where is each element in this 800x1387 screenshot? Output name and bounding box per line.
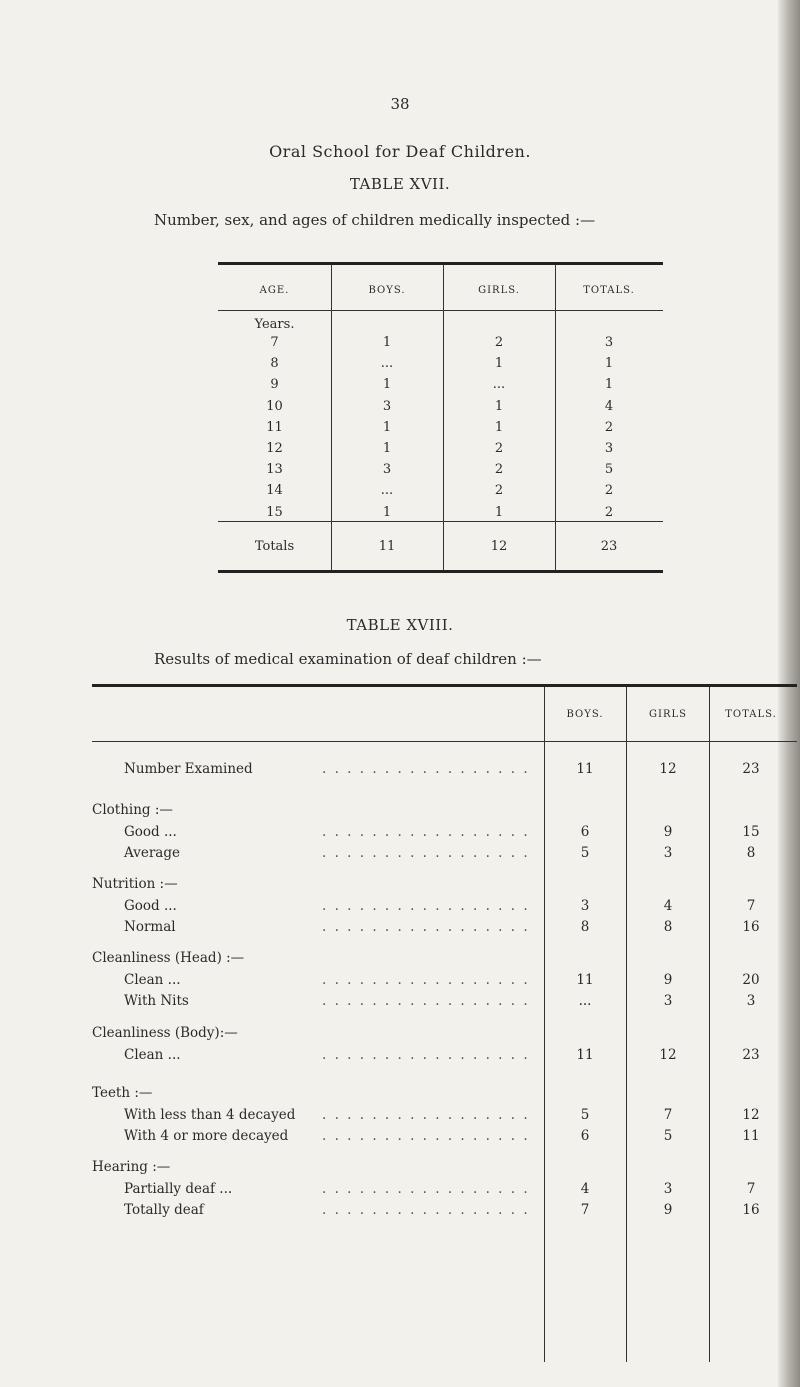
t18-number-examined-label: Number Examined [124, 761, 253, 777]
leader-dots: . . . . . . . . . . . . . . . . . [322, 972, 530, 988]
t18-row-label: Totally deaf [124, 1202, 204, 1218]
t17-cell: 1 [382, 504, 392, 520]
t17-cell: 12 [266, 441, 283, 456]
t18-row-label: Good ... [124, 824, 177, 840]
table18-caption: Results of medical examination of deaf children :— [154, 650, 542, 668]
t18-header-boys: BOYS. [566, 709, 604, 720]
t18-value: 3 [663, 993, 673, 1009]
t17-totals-girls: 12 [490, 539, 508, 554]
t18-header-totals: TOTALS. [725, 709, 777, 720]
t17-header-girls: GIRLS. [478, 285, 520, 296]
t17-header-age: AGE. [259, 285, 290, 296]
t18-value: 20 [742, 972, 760, 988]
leader-dots: . . . . . . . . . . . . . . . . . [322, 761, 530, 777]
t17-cell: 1 [494, 398, 504, 414]
t17-cell: 3 [382, 462, 392, 478]
t17-cell: 2 [604, 483, 614, 499]
leader-dots: . . . . . . . . . . . . . . . . . [322, 1202, 530, 1218]
t18-row-label: Average [124, 845, 180, 861]
t18-value: 3 [663, 845, 673, 861]
t18-row-label: Clean ... [124, 972, 181, 988]
t18-row-label: With Nits [124, 993, 189, 1009]
t17-cell: ... [380, 483, 394, 499]
leader-dots: . . . . . . . . . . . . . . . . . [322, 919, 530, 935]
t18-value: 3 [746, 993, 756, 1009]
t18-section-title: Teeth :— [92, 1085, 153, 1101]
t18-value: 8 [663, 919, 673, 935]
t17-cell: 3 [382, 398, 392, 414]
t18-row-label: Partially deaf ... [124, 1181, 233, 1197]
leader-dots: . . . . . . . . . . . . . . . . . [322, 1107, 530, 1123]
t18-value: 12 [659, 1047, 677, 1063]
t18-value: 7 [746, 1181, 756, 1197]
t17-header-totals: TOTALS. [583, 285, 635, 296]
t17-cell: 1 [494, 356, 504, 372]
page-heading: Oral School for Deaf Children. [269, 142, 531, 161]
t18-value: 6 [580, 1128, 590, 1144]
t18-value: 11 [742, 1128, 760, 1144]
t18-value: 15 [742, 824, 760, 840]
t17-cell: 1 [382, 335, 392, 350]
t18-value: 7 [580, 1202, 590, 1218]
leader-dots: . . . . . . . . . . . . . . . . . [322, 824, 530, 840]
t17-cell: 14 [266, 483, 283, 499]
t18-value: 8 [746, 845, 756, 861]
t18-value: 5 [663, 1128, 673, 1144]
leader-dots: . . . . . . . . . . . . . . . . . [322, 1047, 530, 1063]
t17-cell: 7 [270, 335, 279, 350]
t18-value: 9 [663, 972, 673, 988]
leader-dots: . . . . . . . . . . . . . . . . . [322, 845, 530, 861]
t18-row-label: With 4 or more decayed [124, 1128, 289, 1144]
t17-cell: 10 [266, 398, 283, 414]
t17-header-boys: BOYS. [368, 285, 406, 296]
t18-row-label: Clean ... [124, 1047, 181, 1063]
table17-caption: Number, sex, and ages of children medically inspected :— [154, 211, 596, 229]
t17-cell: 13 [266, 462, 283, 478]
t17-cell: 1 [494, 504, 504, 520]
t18-value: 5 [580, 1107, 590, 1123]
t17-cell: 1 [382, 419, 392, 435]
t18-value: 8 [580, 919, 590, 935]
t17-age-label: Years. [254, 317, 295, 332]
t18-value: 12 [742, 1107, 760, 1123]
t18-value: 9 [663, 1202, 673, 1218]
t18-value: 12 [659, 761, 677, 777]
t18-row-label: With less than 4 decayed [124, 1107, 296, 1123]
t18-row-label: Good ... [124, 898, 177, 914]
t18-value: 23 [742, 761, 760, 777]
t18-value: 7 [746, 898, 756, 914]
t18-section-title: Nutrition :— [92, 876, 178, 892]
t18-value: 9 [663, 824, 673, 840]
t18-row-label: Normal [124, 919, 176, 935]
t17-cell: 3 [604, 441, 614, 456]
t18-value: 7 [663, 1107, 673, 1123]
t18-value: 16 [742, 1202, 760, 1218]
t17-cell: ... [492, 377, 506, 393]
t17-cell: 2 [494, 441, 504, 456]
t18-value: 4 [580, 1181, 590, 1197]
t17-cell: 2 [604, 504, 614, 520]
leader-dots: . . . . . . . . . . . . . . . . . [322, 993, 530, 1009]
t18-value: 11 [576, 1047, 594, 1063]
t18-value: ... [578, 993, 592, 1009]
t17-cell: 2 [494, 483, 504, 499]
t18-header-girls: GIRLS [649, 709, 687, 720]
t18-section-title: Cleanliness (Body):— [92, 1025, 238, 1041]
t17-totals-label: Totals [254, 539, 295, 554]
table18-title: TABLE XVIII. [346, 616, 454, 634]
page-number: 38 [390, 95, 410, 113]
t17-cell: ... [380, 356, 394, 372]
t17-cell: 11 [266, 419, 283, 435]
table18 [92, 684, 797, 1362]
t17-cell: 1 [604, 377, 614, 393]
t17-cell: 4 [604, 398, 614, 414]
t17-cell: 2 [494, 335, 504, 350]
t17-cell: 15 [266, 504, 283, 520]
t17-totals-all: 23 [600, 539, 618, 554]
t17-cell: 8 [270, 356, 279, 372]
t17-cell: 1 [382, 441, 392, 456]
t17-cell: 1 [494, 419, 504, 435]
t17-cell: 2 [604, 419, 614, 435]
t17-cell: 1 [604, 356, 614, 372]
t17-totals-boys: 11 [378, 539, 396, 554]
t17-cell: 9 [270, 377, 279, 393]
t18-value: 6 [580, 824, 590, 840]
table17-title: TABLE XVII. [349, 175, 451, 193]
t18-value: 11 [576, 972, 594, 988]
t18-value: 11 [576, 761, 594, 777]
t18-section-title: Hearing :— [92, 1159, 171, 1175]
leader-dots: . . . . . . . . . . . . . . . . . [322, 1128, 530, 1144]
leader-dots: . . . . . . . . . . . . . . . . . [322, 898, 530, 914]
t18-value: 4 [663, 898, 673, 914]
t18-value: 3 [580, 898, 590, 914]
t18-value: 5 [580, 845, 590, 861]
t18-section-title: Cleanliness (Head) :— [92, 950, 245, 966]
t18-value: 23 [742, 1047, 760, 1063]
table17 [218, 262, 663, 573]
t17-cell: 1 [382, 377, 392, 393]
t18-value: 16 [742, 919, 760, 935]
t17-cell: 3 [604, 335, 614, 350]
leader-dots: . . . . . . . . . . . . . . . . . [322, 1181, 530, 1197]
t17-cell: 5 [604, 462, 614, 478]
t17-cell: 2 [494, 462, 504, 478]
t18-section-title: Clothing :— [92, 802, 173, 818]
t18-value: 3 [663, 1181, 673, 1197]
